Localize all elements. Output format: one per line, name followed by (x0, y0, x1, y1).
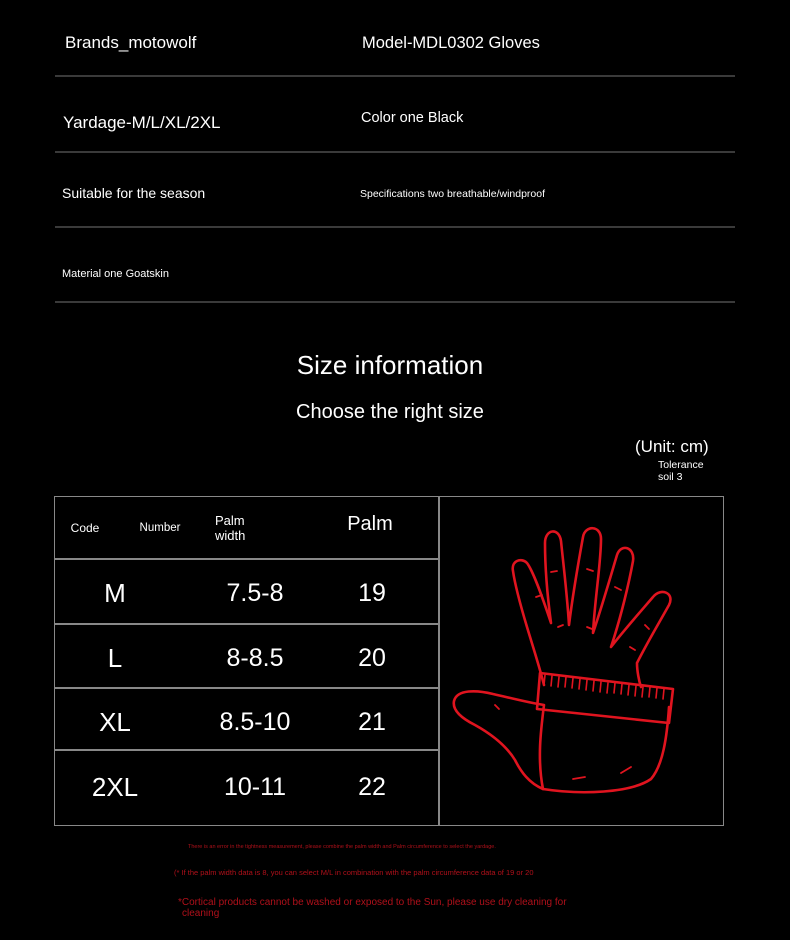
brand-label: Brands_motowolf (65, 33, 197, 52)
header-palm: Palm (347, 512, 393, 535)
row-code: M (104, 577, 126, 608)
table-divider (55, 749, 439, 751)
spec-divider (55, 226, 735, 228)
spec-divider (55, 75, 735, 77)
spec-divider (55, 301, 735, 303)
tolerance-line-1: Tolerance (658, 459, 704, 471)
material-label: Material one Goatskin (62, 268, 169, 280)
row-palm: 21 (358, 707, 386, 736)
row-width: 8.5-10 (219, 707, 291, 736)
size-info-title: Size information (296, 350, 484, 380)
note-care-line2: cleaning (182, 908, 220, 919)
unit-label: (Unit: cm) (635, 437, 709, 456)
yardage-label: Yardage-M/L/XL/2XL (63, 113, 221, 132)
row-palm: 20 (358, 643, 386, 672)
header-palm-width (215, 497, 275, 559)
season-label: Suitable for the season (62, 185, 206, 201)
row-code: XL (99, 706, 131, 737)
note-error: There is an error in the tightness measurement, please combine the palm width and Palm circumference to select the yardage. (188, 844, 496, 850)
hand-measurement-icon (441, 497, 723, 824)
table-vertical-divider (438, 497, 440, 825)
header-number: Number (139, 522, 181, 534)
table-divider (55, 623, 439, 625)
size-table (54, 496, 724, 826)
row-width: 8-8.5 (226, 643, 284, 672)
row-width: 7.5-8 (226, 578, 284, 607)
row-palm: 22 (358, 772, 386, 801)
row-code: L (107, 642, 123, 673)
table-divider (55, 687, 439, 689)
row-palm: 19 (358, 578, 386, 607)
color-label: Color one Black (361, 110, 464, 126)
hand-illustration (441, 497, 723, 824)
note-palm-width: (* If the palm width data is 8, you can select M/L in combination with the palm circumference data of 19 or 20 (174, 868, 534, 877)
specifications-label: Specifications two breathable/windproof (360, 188, 546, 200)
table-divider (55, 558, 439, 560)
header-palm-width-line2: width (215, 528, 246, 543)
model-label: Model-MDL0302 Gloves (362, 34, 540, 52)
header-code: Code (70, 521, 100, 535)
note-care-line1: *Cortical products cannot be washed or exposed to the Sun, please use dry cleaning for (178, 897, 567, 908)
row-code: 2XL (91, 771, 139, 802)
header-palm-width-line1: Palm (215, 513, 245, 528)
tolerance-label (658, 459, 704, 483)
tolerance-line-2: soil 3 (658, 471, 683, 483)
row-width: 10-11 (223, 772, 287, 801)
spec-divider (55, 151, 735, 153)
size-info-subtitle: Choose the right size (296, 401, 484, 423)
